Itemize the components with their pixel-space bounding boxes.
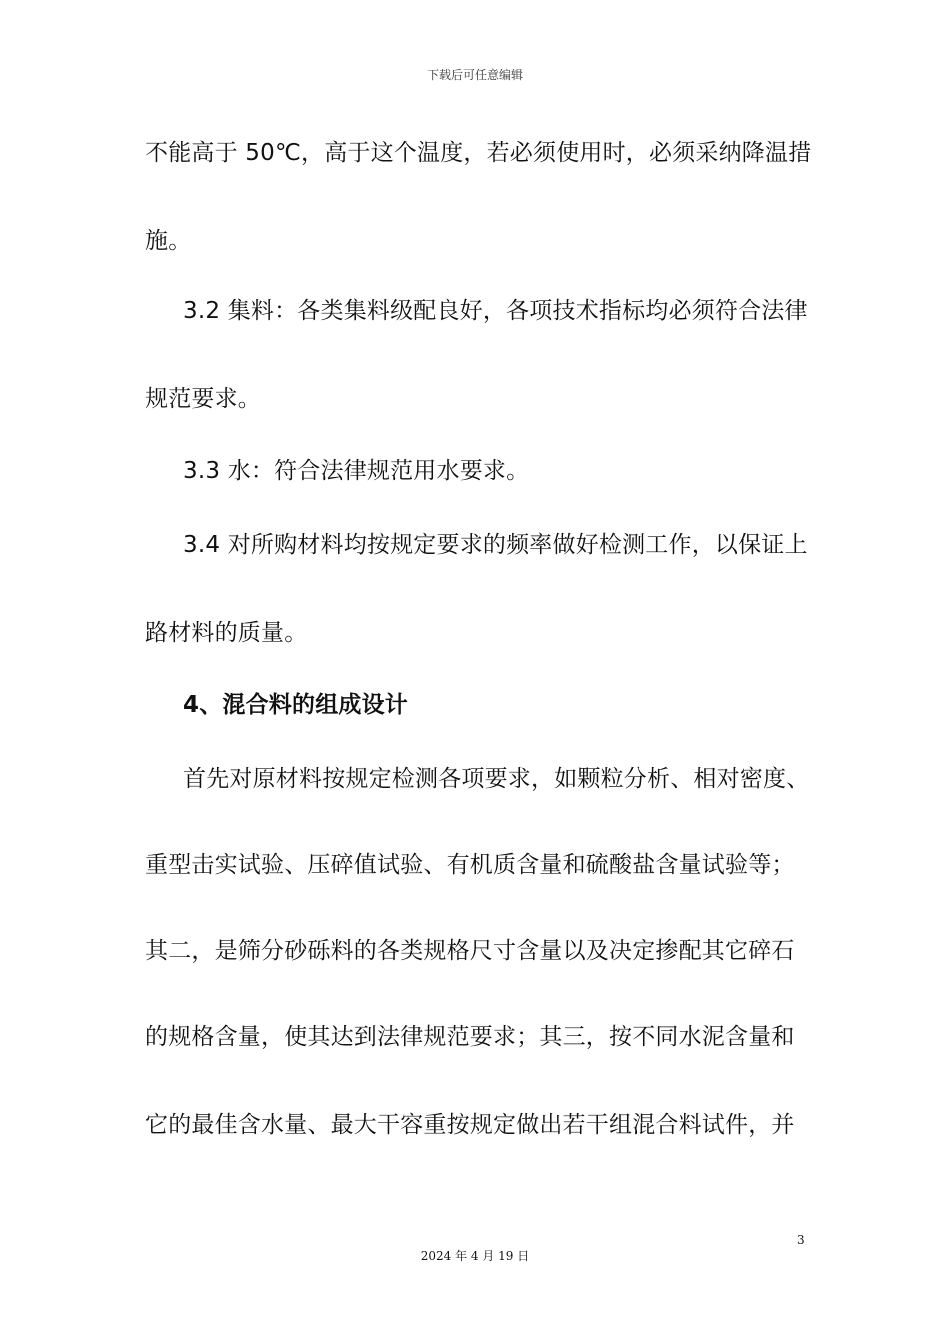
paragraph-line: 3.2 集料：各类集料级配良好，各项技术指标均必须符合法律: [183, 298, 808, 324]
paragraph-line: 重型击实试验、压碎值试验、有机质含量和硫酸盐含量试验等；: [145, 852, 795, 878]
paragraph-line: 规范要求。: [145, 386, 261, 412]
page-number: 3: [797, 1233, 805, 1247]
paragraph-line: 3.3 水：符合法律规范用水要求。: [183, 458, 530, 484]
page-footer-date: 2024 年 4 月 19 日: [420, 1249, 530, 1263]
paragraph-line: 的规格含量，使其达到法律规范要求；其三，按不同水泥含量和: [145, 1024, 795, 1050]
section-heading: 4、混合料的组成设计: [183, 692, 409, 718]
paragraph-line: 3.4 对所购材料均按规定要求的频率做好检测工作，以保证上: [183, 532, 808, 558]
paragraph-line: 不能高于 50℃，高于这个温度，若必须使用时，必须采纳降温措: [145, 140, 812, 166]
paragraph-line: 它的最佳含水量、最大干容重按规定做出若干组混合料试件，并: [145, 1112, 795, 1138]
page-header: 下载后可任意编辑: [426, 68, 523, 82]
paragraph-line: 施。: [145, 228, 192, 254]
paragraph-line: 首先对原材料按规定检测各项要求，如颗粒分析、相对密度、: [183, 766, 810, 792]
paragraph-line: 路材料的质量。: [145, 620, 308, 646]
paragraph-line: 其二，是筛分砂砾料的各类规格尺寸含量以及决定掺配其它碎石: [145, 938, 795, 964]
